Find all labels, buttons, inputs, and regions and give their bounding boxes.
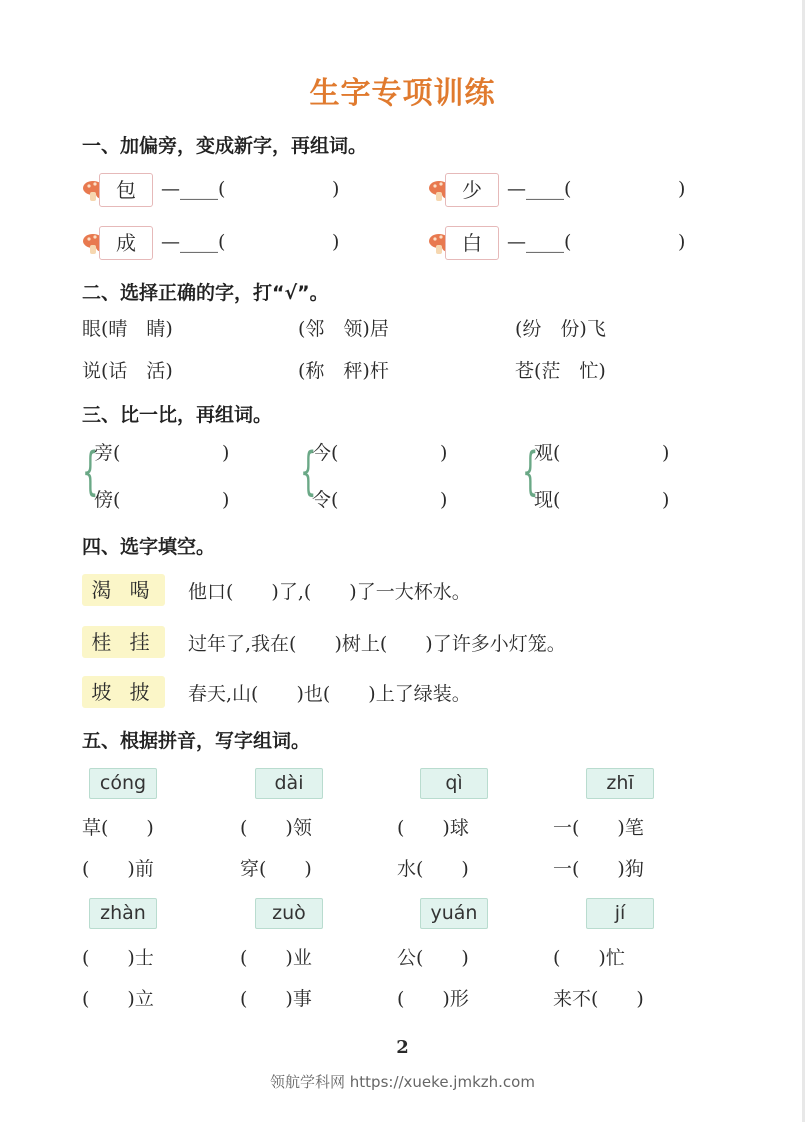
choice-item[interactable]: 眼(晴 睛) xyxy=(82,318,173,340)
answer-blank-close: ) xyxy=(332,231,340,253)
pinyin-box: zhī xyxy=(586,768,654,799)
pinyin-box: yuán xyxy=(420,898,488,929)
character-box: 成 xyxy=(99,226,153,260)
pinyin-box: dài xyxy=(255,768,323,799)
page-title: 生字专项训练 xyxy=(309,76,496,111)
section-heading: 四、选字填空。 xyxy=(82,536,216,558)
compare-close: ) xyxy=(440,442,448,464)
brace-icon: { xyxy=(300,442,317,502)
pinyin-box: zhàn xyxy=(89,898,157,929)
word-blank[interactable]: ( )形 xyxy=(397,988,469,1010)
character-box: 少 xyxy=(445,173,499,207)
answer-blank[interactable]: —____( xyxy=(507,178,572,200)
word-blank[interactable]: ( )前 xyxy=(82,858,154,880)
word-blank[interactable]: 来不( ) xyxy=(553,988,644,1010)
compare-close: ) xyxy=(662,489,670,511)
word-blank[interactable]: 一( )笔 xyxy=(553,817,644,839)
word-blank[interactable]: 穿( ) xyxy=(240,858,312,880)
compare-item[interactable]: 今( xyxy=(312,442,339,464)
compare-close: ) xyxy=(222,442,230,464)
section-heading: 三、比一比，再组词。 xyxy=(82,404,273,426)
word-blank[interactable]: ( )士 xyxy=(82,947,154,969)
character-box: 包 xyxy=(99,173,153,207)
compare-item[interactable]: 令( xyxy=(312,489,339,511)
fill-sentence[interactable]: 他口( )了,( )了一大杯水。 xyxy=(188,581,471,603)
character-choices: 坡 披 xyxy=(82,676,165,708)
fill-sentence[interactable]: 过年了,我在( )树上( )了许多小灯笼。 xyxy=(188,633,566,655)
brace-icon: { xyxy=(522,442,539,502)
answer-blank[interactable]: —____( xyxy=(161,231,226,253)
answer-blank-close: ) xyxy=(678,231,686,253)
compare-close: ) xyxy=(222,489,230,511)
pinyin-box: cóng xyxy=(89,768,157,799)
word-blank[interactable]: ( )立 xyxy=(82,988,154,1010)
character-choices: 渴 喝 xyxy=(82,574,165,606)
choice-item[interactable]: (纷 份)飞 xyxy=(515,318,606,340)
word-blank[interactable]: ( )领 xyxy=(240,817,312,839)
answer-blank-close: ) xyxy=(332,178,340,200)
character-choices: 桂 挂 xyxy=(82,626,165,658)
word-blank[interactable]: 一( )狗 xyxy=(553,858,644,880)
compare-item[interactable]: 旁( xyxy=(94,442,121,464)
word-blank[interactable]: 草( ) xyxy=(82,817,154,839)
pinyin-box: jí xyxy=(586,898,654,929)
word-blank[interactable]: ( )事 xyxy=(240,988,312,1010)
answer-blank[interactable]: —____( xyxy=(507,231,572,253)
compare-close: ) xyxy=(662,442,670,464)
section-heading: 一、加偏旁，变成新字，再组词。 xyxy=(82,135,368,157)
page-number: 2 xyxy=(396,1037,409,1058)
word-blank[interactable]: ( )忙 xyxy=(553,947,625,969)
compare-item[interactable]: 现( xyxy=(534,489,561,511)
choice-item[interactable]: (邻 领)居 xyxy=(298,318,389,340)
answer-blank[interactable]: —____( xyxy=(161,178,226,200)
section-heading: 二、选择正确的字，打“√”。 xyxy=(82,282,329,304)
choice-item[interactable]: 说(话 活) xyxy=(82,360,173,382)
answer-blank-close: ) xyxy=(678,178,686,200)
compare-item[interactable]: 傍( xyxy=(94,489,121,511)
character-box: 白 xyxy=(445,226,499,260)
section-heading: 五、根据拼音，写字组词。 xyxy=(82,730,311,752)
footer-watermark: 领航学科网 https://xueke.jmkzh.com xyxy=(270,1073,535,1091)
word-blank[interactable]: 公( ) xyxy=(397,947,469,969)
word-blank[interactable]: ( )球 xyxy=(397,817,469,839)
compare-close: ) xyxy=(440,489,448,511)
fill-sentence[interactable]: 春天,山( )也( )上了绿装。 xyxy=(188,683,471,705)
compare-item[interactable]: 观( xyxy=(534,442,561,464)
brace-icon: { xyxy=(82,442,99,502)
choice-item[interactable]: (称 秤)杆 xyxy=(298,360,389,382)
choice-item[interactable]: 苍(茫 忙) xyxy=(515,360,606,382)
pinyin-box: zuò xyxy=(255,898,323,929)
word-blank[interactable]: 水( ) xyxy=(397,858,469,880)
pinyin-box: qì xyxy=(420,768,488,799)
word-blank[interactable]: ( )业 xyxy=(240,947,312,969)
